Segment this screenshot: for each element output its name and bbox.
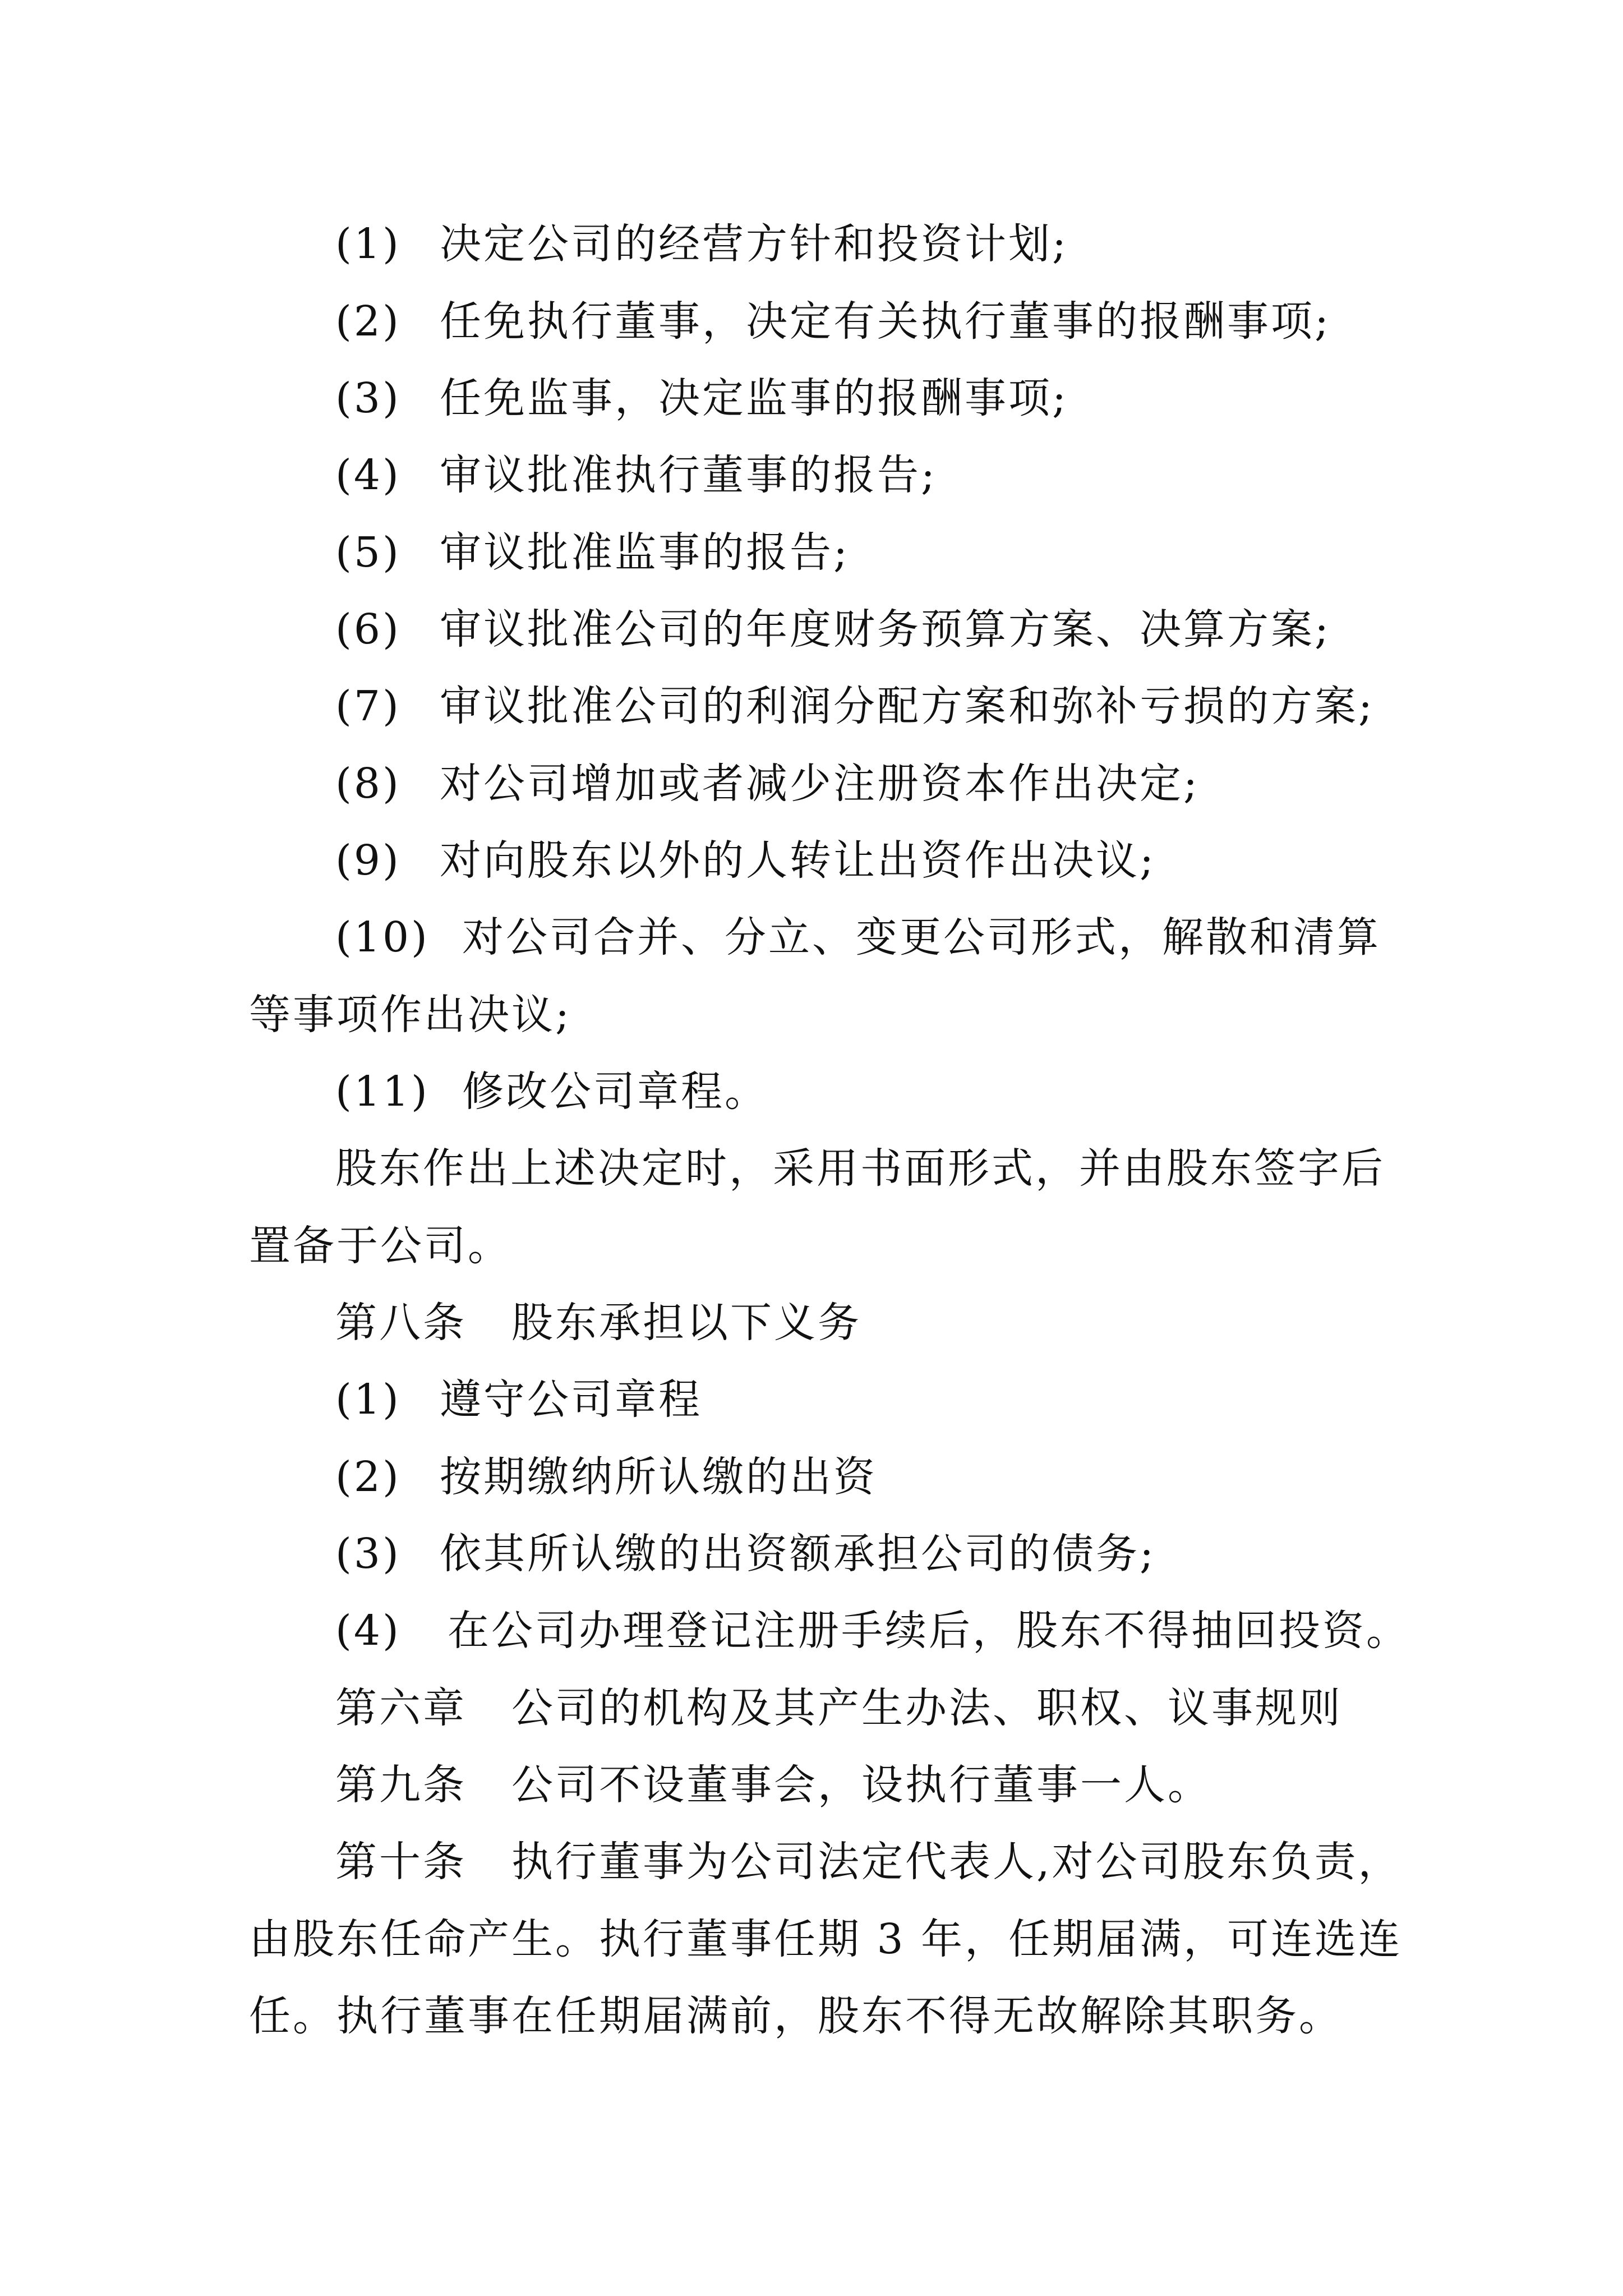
list-item bbox=[335, 293, 1331, 349]
article-heading bbox=[335, 1757, 1211, 1813]
chapter-label: 第六章 bbox=[335, 1684, 467, 1732]
list-item bbox=[335, 601, 1331, 657]
list-item bbox=[335, 1526, 1156, 1582]
item-number: (2) bbox=[335, 297, 401, 346]
item-number: (5) bbox=[335, 528, 401, 577]
paragraph-line: 任。执行董事在任期届满前，股东不得无故解除其职务。 bbox=[249, 1992, 1343, 2040]
item-number: (11) bbox=[335, 1068, 430, 1116]
item-text: 按期缴纳所认缴的出资 bbox=[440, 1453, 877, 1501]
item-number: (2) bbox=[335, 1453, 401, 1501]
list-item bbox=[335, 832, 1156, 889]
item-text: 对公司增加或者减少注册资本作出决定; bbox=[440, 760, 1200, 808]
chapter-heading bbox=[335, 1680, 1343, 1736]
item-number: (4) bbox=[335, 451, 401, 499]
list-item bbox=[335, 756, 1200, 812]
item-text: 遵守公司章程 bbox=[440, 1375, 702, 1424]
paragraph-line: 置备于公司。 bbox=[249, 1222, 511, 1270]
item-number: (3) bbox=[335, 1530, 401, 1578]
item-number: (6) bbox=[335, 605, 401, 654]
list-item bbox=[335, 1372, 702, 1428]
item-text: 审议批准公司的年度财务预算方案、决算方案; bbox=[440, 605, 1331, 654]
article-text: 股东承担以下义务 bbox=[511, 1299, 861, 1347]
list-item bbox=[335, 1603, 1410, 1659]
item-text: 在公司办理登记注册手续后，股东不得抽回投资。 bbox=[448, 1607, 1410, 1655]
item-text: 任免执行董事，决定有关执行董事的报酬事项; bbox=[440, 297, 1331, 346]
item-text: 对向股东以外的人转让出资作出决议; bbox=[440, 836, 1156, 885]
item-number: (4) bbox=[335, 1607, 401, 1655]
list-item bbox=[335, 447, 937, 503]
item-number: (7) bbox=[335, 682, 401, 730]
article-text: 公司不设董事会，设执行董事一人。 bbox=[511, 1761, 1211, 1809]
item-number: (9) bbox=[335, 836, 401, 885]
paragraph-line: 由股东任命产生。执行董事任期 3 年，任期届满，可连选连 bbox=[249, 1915, 1403, 1963]
article-label: 第九条 bbox=[335, 1761, 467, 1809]
item-text: 决定公司的经营方针和投资计划; bbox=[440, 220, 1068, 268]
list-item bbox=[335, 370, 1068, 426]
item-text: 审议批准监事的报告; bbox=[440, 528, 850, 577]
item-continuation: 等事项作出决议; bbox=[249, 991, 571, 1039]
list-item bbox=[335, 909, 1381, 965]
article-label: 第十条 bbox=[335, 1838, 467, 1886]
item-number: (10) bbox=[335, 913, 430, 961]
item-text: 任免监事，决定监事的报酬事项; bbox=[440, 374, 1068, 422]
list-item bbox=[335, 216, 1068, 272]
list-item bbox=[335, 1064, 768, 1120]
item-text: 审议批准执行董事的报告; bbox=[440, 451, 937, 499]
list-item bbox=[335, 678, 1375, 734]
item-number: (1) bbox=[335, 1375, 401, 1424]
paragraph-line: 股东作出上述决定时，采用书面形式，并由股东签字后 bbox=[335, 1144, 1385, 1193]
item-number: (3) bbox=[335, 374, 401, 422]
item-text: 修改公司章程。 bbox=[462, 1068, 768, 1116]
item-text: 审议批准公司的利润分配方案和弥补亏损的方案; bbox=[440, 682, 1375, 730]
item-number: (1) bbox=[335, 220, 401, 268]
article-heading bbox=[335, 1295, 861, 1351]
article-label: 第八条 bbox=[335, 1299, 467, 1347]
chapter-text: 公司的机构及其产生办法、职权、议事规则 bbox=[511, 1684, 1343, 1732]
item-text: 对公司合并、分立、变更公司形式，解散和清算 bbox=[462, 913, 1381, 961]
list-item bbox=[335, 1449, 877, 1505]
list-item bbox=[335, 524, 850, 581]
article-text: 执行董事为公司法定代表人,对公司股东负责， bbox=[511, 1838, 1402, 1886]
article-heading bbox=[335, 1834, 1402, 1890]
item-number: (8) bbox=[335, 760, 401, 808]
item-text: 依其所认缴的出资额承担公司的债务; bbox=[440, 1530, 1156, 1578]
